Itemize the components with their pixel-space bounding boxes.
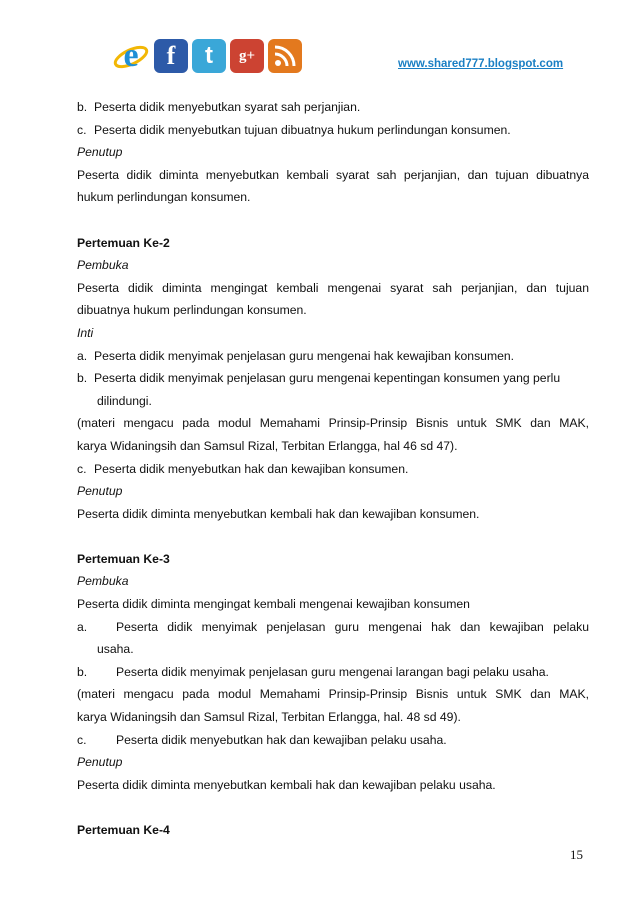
paragraph-line: Peserta didik diminta menyebutkan kembali hak dan kewajiban konsumen. (77, 506, 480, 521)
list-text-continuation: dilindungi. (97, 393, 152, 408)
list-text: Peserta didik menyebutkan syarat sah perjanjian. (94, 100, 361, 114)
paragraph-line: dibuatnya hukum perlindungan konsumen. (77, 303, 307, 318)
list-marker: a. (77, 348, 88, 363)
google-plus-icon[interactable]: g+ (230, 39, 264, 73)
internet-explorer-icon[interactable] (112, 37, 150, 75)
paragraph-line: Peserta didik diminta menyebutkan kembali hak dan kewajiban pelaku usaha. (77, 777, 496, 792)
list-text: Peserta didik menyimak penjelasan guru mengenai hak kewajiban konsumen. (94, 348, 515, 363)
document-body (77, 96, 589, 842)
site-url-link[interactable]: www.shared777.blogspot.com (398, 58, 564, 70)
list-text: Peserta didik menyimak penjelasan guru mengenai larangan bagi pelaku usaha. (116, 664, 549, 679)
svg-text:e: e (123, 37, 139, 74)
section-label-penutup: Penutup (77, 755, 123, 770)
list-marker: c. (77, 461, 87, 476)
twitter-icon[interactable]: t (192, 39, 226, 73)
list-item (77, 729, 589, 752)
reference-line: karya Widaningsih dan Samsul Rizal, Terbitan Erlangga, hal. 48 sd 49). (77, 710, 461, 725)
list-text: Peserta didik menyebutkan tujuan dibuatnya hukum perlindungan konsumen. (94, 122, 511, 137)
list-marker: a. (77, 619, 88, 634)
list-item (77, 458, 589, 481)
section-label-pembuka: Pembuka (77, 574, 129, 589)
heading-pertemuan-2: Pertemuan Ke-2 (77, 235, 170, 250)
list-item (77, 96, 589, 119)
heading-pertemuan-4: Pertemuan Ke-4 (77, 823, 170, 837)
section-label-penutup: Penutup (77, 145, 123, 160)
paragraph-line: hukum perlindungan konsumen. (77, 190, 251, 205)
section-label-penutup: Penutup (77, 484, 123, 499)
reference-line: (materi mengacu pada modul Memahami Prinsip-Prinsip Bisnis untuk SMK dan MAK, (77, 416, 589, 431)
reference-line: karya Widaningsih dan Samsul Rizal, Terbitan Erlangga, hal 46 sd 47). (77, 438, 458, 453)
list-text: Peserta didik menyimak penjelasan guru mengenai kepentingan konsumen yang perlu (94, 371, 561, 386)
social-icons (112, 36, 302, 76)
list-text: Peserta didik menyebutkan hak dan kewajiban pelaku usaha. (116, 732, 447, 747)
list-text-continuation: usaha. (97, 642, 134, 657)
list-item (77, 345, 589, 368)
list-item (77, 661, 589, 684)
list-item (77, 119, 589, 142)
page-header (0, 0, 638, 90)
section-label-pembuka: Pembuka (77, 258, 129, 273)
list-marker: c. (77, 122, 87, 137)
list-item (77, 367, 589, 390)
page-number: 15 (570, 847, 583, 862)
list-marker: b. (77, 664, 88, 679)
list-marker: b. (77, 100, 88, 114)
list-item (77, 616, 589, 639)
rss-icon[interactable] (268, 39, 302, 73)
heading-pertemuan-3: Pertemuan Ke-3 (77, 551, 170, 566)
paragraph-line: Peserta didik diminta mengingat kembali mengenai kewajiban konsumen (77, 597, 470, 612)
reference-line: (materi mengacu pada modul Memahami Prinsip-Prinsip Bisnis untuk SMK dan MAK, (77, 687, 589, 702)
facebook-icon[interactable]: f (154, 39, 188, 73)
section-label-inti: Inti (77, 325, 94, 340)
paragraph-line: Peserta didik diminta menyebutkan kembali syarat sah perjanjian, dan tujuan dibuatnya (77, 167, 589, 182)
list-text: Peserta didik menyebutkan hak dan kewajiban konsumen. (94, 461, 409, 476)
list-text: Peserta didik menyimak penjelasan guru mengenai hak dan kewajiban pelaku (116, 619, 589, 634)
paragraph-line: Peserta didik diminta mengingat kembali mengenai syarat sah perjanjian, dan tujuan (77, 280, 589, 295)
list-marker: b. (77, 371, 88, 386)
list-marker: c. (77, 732, 87, 747)
